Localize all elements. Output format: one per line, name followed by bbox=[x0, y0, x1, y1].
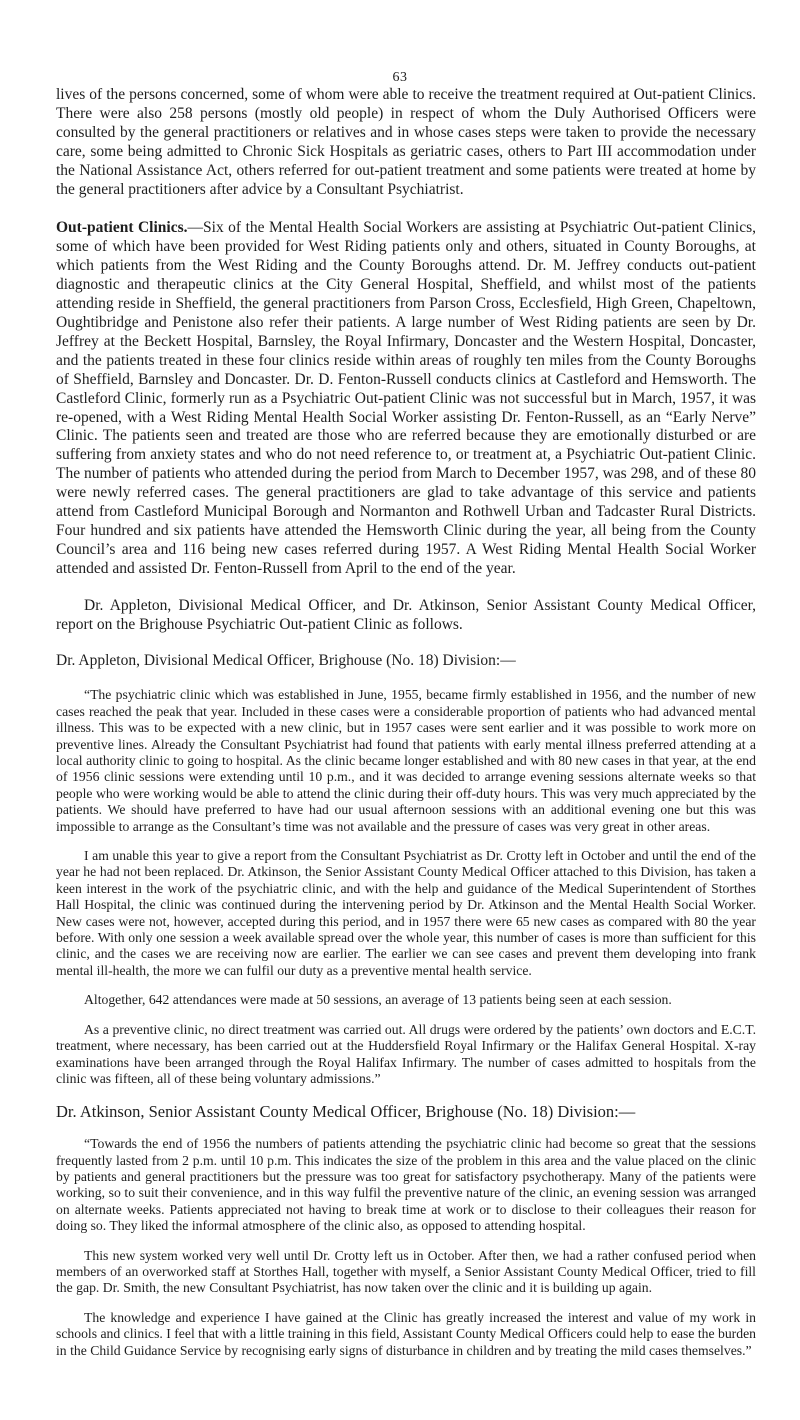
quote-paragraph: Altogether, 642 attendances were made at 50 sessions, an average of 13 patients being seen at each session. bbox=[84, 992, 672, 1008]
page-number: 63 bbox=[392, 70, 408, 85]
quote-paragraph: This new system worked very well until Dr. Crotty left us in October. After then, we had a rather confused period when members of an overworked staff at Storthes Hall, together with myself, a Senior Assistant County Medical Officer, tried to fill the gap. Dr. Smith, the new Consultant Psychiatrist, has now taken over the clinic and it is building up again. bbox=[56, 1247, 756, 1296]
subheading-atkinson-report: Dr. Atkinson, Senior Assistant County Medical Officer, Brighouse (No. 18) Division:— bbox=[56, 1102, 636, 1122]
paragraph-out-patient-clinics bbox=[56, 219, 756, 578]
quote-paragraph: I am unable this year to give a report from the Consultant Psychiatrist as Dr. Crotty left in October and until the end of the year he had not been replaced. Dr. Atkinson, the Senior Assistant County Medical Officer attached to this Division, has taken a keen interest in the work of the psychiatric clinic, and with the help and guidance of the Medical Superintendent of Storthes Hall Hospital, the clinic was continued during the intervening period by Dr. Atkinson and the Mental Health Social Worker. New cases were not, however, accepted during this period, and in 1957 there were 65 new cases as compared with 80 the year before. With only one session a week available spread over the whole year, this number of cases is more than sufficient for this clinic, and the cases we are receiving now are earlier. The earlier we can see cases and prevent them developing into frank mental ill-health, the more we can fulfil our duty as a preventive mental health service. bbox=[56, 848, 756, 978]
quote-paragraph: The knowledge and experience I have gained at the Clinic has greatly increased the interest and value of my work in schools and clinics. I feel that with a little training in this field, Assistant County Medical Officers could help to ease the burden in the Child Guidance Service by recognising early signs of disturbance in children and by treating the mild cases themselves.” bbox=[56, 1309, 756, 1358]
subheading-appleton-report: Dr. Appleton, Divisional Medical Officer, Brighouse (No. 18) Division:— bbox=[56, 652, 516, 670]
quote-paragraph: “Towards the end of 1956 the numbers of patients attending the psychiatric clinic had become so great that the sessions frequently lasted from 2 p.m. until 10 p.m. This indicates the size of the problem in this area and the value placed on the clinic by patients and general practitioners but the pressure was too great for satisfactory psychotherapy. Many of the patients were working, so to suit their convenience, and in this way fulfil the preventive nature of the clinic, an evening session was arranged on alternate weeks. Patients appreciated not having to break time at work or to disclose to their colleagues their reason for doing so. They liked the informal atmosphere of the clinic also, as opposed to attending hospital. bbox=[56, 1136, 756, 1234]
paragraph-report-intro: Dr. Appleton, Divisional Medical Officer, and Dr. Atkinson, Senior Assistant County Medical Officer, report on the Brighouse Psychiatric Out-patient Clinic as follows. bbox=[56, 596, 756, 633]
document-body bbox=[56, 86, 756, 1359]
paragraph-text: —Six of the Mental Health Social Workers are assisting at Psychiatric Out-patient Clinics, some of which have been provided for West Riding patients only and others, situated in County Boroughs, at which patients from the West Riding and the County Boroughs attend. Dr. M. Jeffrey conducts out-patient diagnostic and therapeutic clinics at the City General Hospital, Sheffield, and whilst most of the patients attending reside in Sheffield, the general practitioners from Parson Cross, Ecclesfield, High Green, Chapeltown, Oughtibridge and Penistone also refer their patients. A large number of West Riding patients are seen by Dr. Jeffrey at the Beckett Hospital, Barnsley, the Royal Infirmary, Doncaster and the Western Hospital, Doncaster, and the patients treated in these four clinics reside within areas of roughly ten miles from the County Boroughs of Sheffield, Barnsley and Doncaster. Dr. D. Fenton-Russell conducts clinics at Castleford and Hemsworth. The Castleford Clinic, formerly run as a Psychiatric Out-patient Clinic was not successful but in March, 1957, it was re-opened, with a West Riding Mental Health Social Worker assisting Dr. Fenton-Russell, as an “Early Nerve” Clinic. The patients seen and treated are those who are referred because they are emotionally disturbed or are suffering from anxiety states and who do not need reference to, or treatment at, a Psychiatric Out-patient Clinic. The number of patients who attended during the period from March to December 1957, was 298, and of these 80 were newly referred cases. The general practitioners are glad to take advantage of this service and patients attend from Castleford Municipal Borough and Normanton and Rothwell Urban and Tadcaster Rural Districts. Four hundred and six patients have attended the Hemsworth Clinic during the year, all being from the County Council’s area and 116 being new cases referred during 1957. A West Riding Mental Health Social Worker attended and assisted Dr. Fenton-Russell from April to the end of the year. bbox=[56, 219, 756, 577]
quote-paragraph: As a preventive clinic, no direct treatment was carried out. All drugs were ordered by the patients’ own doctors and E.C.T. treatment, where necessary, has been carried out at the Huddersfield Royal Infirmary or the Halifax General Hospital. X-ray examinations have been arranged through the Royal Halifax Infirmary. The number of cases admitted to hospitals from the clinic was fifteen, all of these being voluntary admissions.” bbox=[56, 1021, 756, 1086]
quote-paragraph: “The psychiatric clinic which was established in June, 1955, became firmly established in 1956, and the number of new cases reached the peak that year. Included in these cases were a considerable proportion of patients who had advanced mental illness. This was to be expected with a new clinic, but in 1957 cases were sent earlier and it was possible to work more on preventive lines. Already the Consultant Psychiatrist had found that patients with early mental illness preferred attending at a local authority clinic to going to hospital. As the clinic became longer established and with 80 new cases in that year, at the end of 1956 clinic sessions were extending until 10 p.m., and it was decided to arrange evening sessions alternate weeks so that people who were working would be able to attend the clinic during their off-duty hours. This was very much appreciated by the patients. We should have preferred to have had our usual afternoon sessions with an additional evening one but this was impossible to arrange as the Consultant’s time was not available and the pressure of cases was very great in other areas. bbox=[56, 687, 756, 834]
paragraph-continuation: lives of the persons concerned, some of whom were able to receive the treatment required at Out-patient Clinics. There were also 258 persons (mostly old people) in respect of whom the Duly Authorised Officers were consulted by the general practitioners or relatives and in whose cases steps were taken to provide the necessary care, some being admitted to Chronic Sick Hospitals as geriatric cases, others to Part III accommodation under the National Assistance Act, others referred for out-patient treatment and some patients were treated at home by the general practitioners after advice by a Consultant Psychiatrist. bbox=[56, 86, 756, 198]
section-heading-out-patient-clinics: Out-patient Clinics. bbox=[56, 219, 188, 237]
